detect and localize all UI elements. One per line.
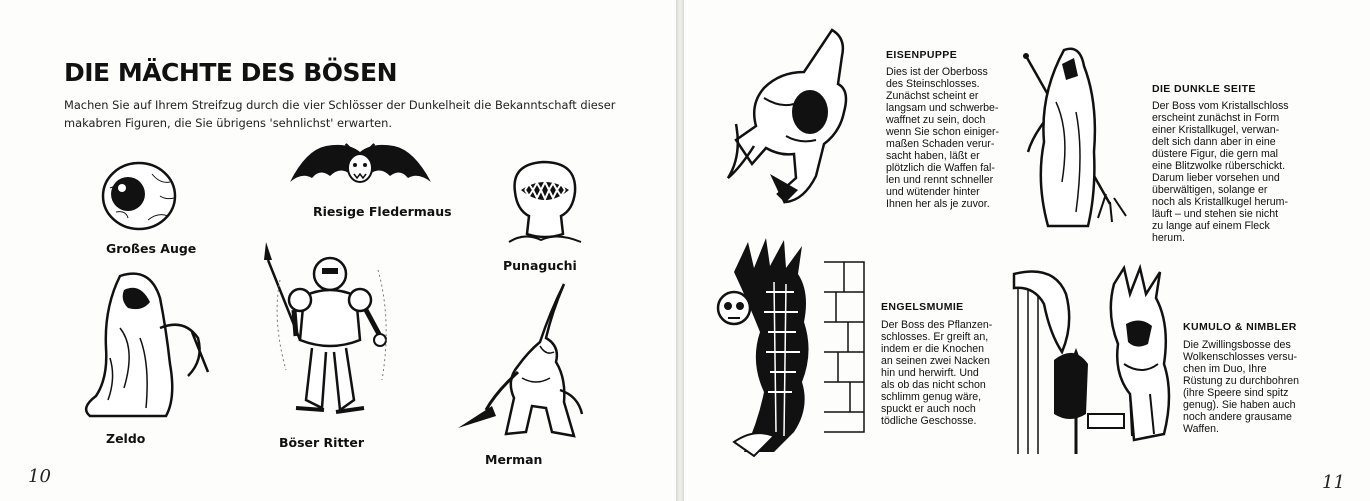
boss-heading-dark-side: DIE DUNKLE SEITE (1152, 83, 1256, 95)
caption-zeldo: Zeldo (106, 431, 146, 446)
page-title: DIE MÄCHTE DES BÖSEN (64, 58, 398, 87)
page-number-right: 11 (1322, 472, 1345, 493)
great-eye-illustration (100, 160, 180, 232)
boss-heading-angel-mummy: ENGELSMUMIE (881, 301, 964, 313)
zeldo-illustration (80, 268, 210, 420)
right-page (684, 0, 1370, 501)
dark-side-illustration (1014, 42, 1134, 228)
boss-heading-kumulo-nimbler: KUMULO & NIMBLER (1183, 321, 1297, 333)
boss-text-dark-side: Der Boss vom Kristallschloss erscheint zunächst in Form einer Kristallkugel, verwan- delt sich dann aber in eine düstere Figur, die gern mal eine Blitzwolke rüberschickt. Darum lieber vorsehen und überwältigen, solange er noch als Kristallkugel herum- läuft – und stehen sie nicht zu lange auf einem Fleck herum. (1152, 100, 1289, 244)
boss-heading-eisenpuppe: EISENPUPPE (886, 49, 958, 61)
intro-text: Machen Sie auf Ihrem Streifzug durch die vier Schlösser der Dunkelheit die Bekanntschaft dieser makabren Figuren, die Sie übrigens 'sehnlichst' erwarten. (64, 98, 616, 130)
eisenpuppe-illustration (724, 28, 864, 208)
caption-great-eye: Großes Auge (106, 241, 197, 256)
page-number-left: 10 (28, 466, 51, 487)
angel-mummy-illustration (714, 232, 874, 456)
caption-punaguchi: Punaguchi (503, 258, 577, 273)
book-fold (676, 0, 684, 501)
caption-giant-bat: Riesige Fledermaus (313, 204, 452, 219)
boss-text-angel-mummy: Der Boss des Pflanzen- schlosses. Er greift an, indem er die Knochen an seinen zwei Nacken hin und herwirft. Und als ob das nicht schon schlimm genug wäre, spuckt er auch noch tödliche Geschosse. (881, 319, 993, 427)
giant-bat-illustration (288, 138, 433, 190)
evil-knight-illustration (260, 240, 400, 422)
merman-illustration (456, 282, 586, 444)
caption-merman: Merman (485, 452, 543, 467)
caption-evil-knight: Böser Ritter (279, 435, 365, 450)
left-page (0, 0, 676, 501)
punaguchi-illustration (505, 156, 585, 246)
boss-text-kumulo-nimbler: Die Zwillingsbosse des Wolkenschlosses versu- chen im Duo, Ihre Rüstung zu durchbohren (ihre Speere sind spitz genug). Sie haben auch noch andere grausame Waffen. (1183, 339, 1300, 435)
boss-text-eisenpuppe: Dies ist der Oberboss des Steinschlosses. Zunächst scheint er langsam und schwerbe- waffnet zu sein, doch wenn Sie schon einiger- maßen Schaden verur- sacht haben, läßt er plötzlich die Waffen fal- len und rennt schneller und wütender hinter Ihnen her als je zuvor. (886, 66, 1000, 210)
kumulo-nimbler-illustration (1014, 264, 1184, 456)
